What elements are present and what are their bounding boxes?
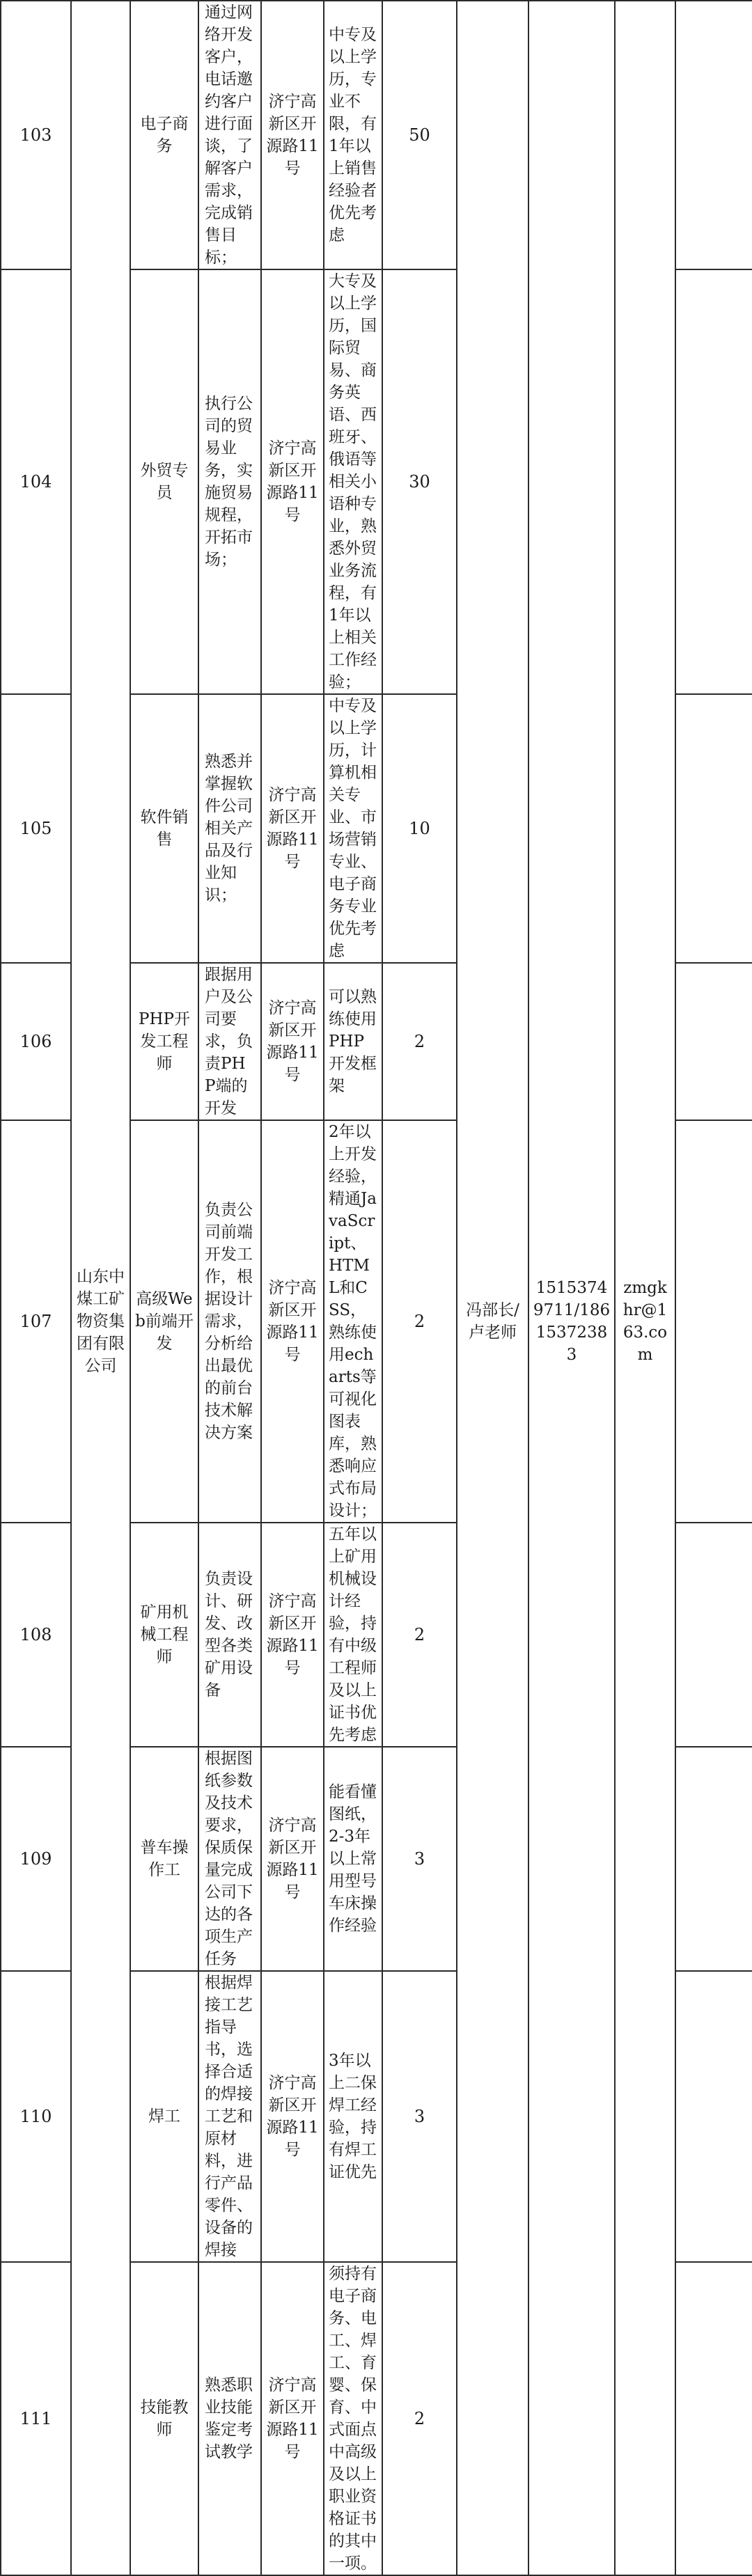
requirement-cell: 能看懂图纸，2-3年以上常用型号车床操作经验 xyxy=(324,1747,382,1971)
requirement-cell: 大专及以上学历，国际贸易、商务英语、西班牙、俄语等相关小语种专业，熟悉外贸业务流程，有1年以上相关工作经验； xyxy=(324,269,382,694)
phone-cell xyxy=(528,1971,615,2262)
phone-cell xyxy=(528,269,615,694)
requirement-cell: 五年以上矿用机械设计经验，持有中级工程师及以上证书优先考虑 xyxy=(324,1523,382,1747)
row-number: 109 xyxy=(1,1747,71,1971)
requirement-cell: 可以熟练使用PHP开发框架 xyxy=(324,963,382,1120)
position-cell: 矿用机械工程师 xyxy=(130,1523,198,1747)
row-number: 103 xyxy=(1,1,71,269)
count-cell: 2 xyxy=(382,1523,457,1747)
company-cell xyxy=(71,1747,130,1971)
empty-cell xyxy=(675,1120,752,1523)
empty-cell xyxy=(675,1,752,269)
table-row xyxy=(1,1747,752,1971)
email-cell xyxy=(615,269,675,694)
row-number: 110 xyxy=(1,1971,71,2262)
email-cell: zmgkhr@163.com xyxy=(615,1120,675,1523)
empty-cell xyxy=(675,963,752,1120)
company-cell: 山东中煤工矿物资集团有限公司 xyxy=(71,1120,130,1523)
requirement-cell: 中专及以上学历，计算机相关专业、市场营销专业、电子商务专业优先考虑 xyxy=(324,694,382,963)
table-row xyxy=(1,1523,752,1747)
requirement-cell: 2年以上开发经验，精通JavaScript、HTML和CSS，熟练使用echarts等可视化图表库，熟悉响应式布局设计； xyxy=(324,1120,382,1523)
email-cell xyxy=(615,963,675,1120)
contact-person-cell: 冯部长/卢老师 xyxy=(457,1120,528,1523)
count-cell: 50 xyxy=(382,1,457,269)
email-cell xyxy=(615,2262,675,2575)
email-cell xyxy=(615,1523,675,1747)
contact-person-cell xyxy=(457,2262,528,2575)
phone-cell xyxy=(528,694,615,963)
company-cell xyxy=(71,1971,130,2262)
phone-cell xyxy=(528,2262,615,2575)
address-cell: 济宁高新区开源路11号 xyxy=(261,1523,324,1747)
requirement-cell: 3年以上二保焊工经验，持有焊工证优先 xyxy=(324,1971,382,2262)
phone-cell: 15153749711/18615372383 xyxy=(528,1120,615,1523)
position-cell: PHP开发工程师 xyxy=(130,963,198,1120)
contact-person-cell xyxy=(457,1523,528,1747)
row-number: 104 xyxy=(1,269,71,694)
phone-cell xyxy=(528,1747,615,1971)
address-cell: 济宁高新区开源路11号 xyxy=(261,1,324,269)
address-cell: 济宁高新区开源路11号 xyxy=(261,2262,324,2575)
empty-cell xyxy=(675,1747,752,1971)
position-cell: 电子商务 xyxy=(130,1,198,269)
contact-person-cell xyxy=(457,694,528,963)
address-cell: 济宁高新区开源路11号 xyxy=(261,1120,324,1523)
table-row xyxy=(1,2262,752,2575)
position-cell: 技能教师 xyxy=(130,2262,198,2575)
duty-cell: 跟据用户及公司要求，负责PHP端的开发 xyxy=(198,963,261,1120)
position-cell: 软件销售 xyxy=(130,694,198,963)
table-row xyxy=(1,1971,752,2262)
address-cell: 济宁高新区开源路11号 xyxy=(261,963,324,1120)
company-cell xyxy=(71,1,130,269)
duty-cell: 熟悉并掌握软件公司相关产品及行业知识； xyxy=(198,694,261,963)
count-cell: 10 xyxy=(382,694,457,963)
phone-cell xyxy=(528,1,615,269)
requirement-cell: 须持有电子商务、电工、焊工、育婴、保育、中式面点中高级及以上职业资格证书的其中一项。 xyxy=(324,2262,382,2575)
company-cell xyxy=(71,2262,130,2575)
row-number: 105 xyxy=(1,694,71,963)
position-cell: 焊工 xyxy=(130,1971,198,2262)
count-cell: 2 xyxy=(382,963,457,1120)
duty-cell: 负责设计、研发、改型各类矿用设备 xyxy=(198,1523,261,1747)
empty-cell xyxy=(675,269,752,694)
duty-cell: 根据焊接工艺指导书，选择合适的焊接工艺和原材料，进行产品零件、设备的焊接 xyxy=(198,1971,261,2262)
email-cell xyxy=(615,1747,675,1971)
address-cell: 济宁高新区开源路11号 xyxy=(261,269,324,694)
duty-cell: 执行公司的贸易业务，实施贸易规程，开拓市场； xyxy=(198,269,261,694)
email-cell xyxy=(615,1971,675,2262)
contact-person-cell xyxy=(457,963,528,1120)
duty-cell: 负责公司前端开发工作，根据设计需求，分析给出最优的前台技术解决方案 xyxy=(198,1120,261,1523)
duty-cell: 熟悉职业技能鉴定考试教学 xyxy=(198,2262,261,2575)
table-row xyxy=(1,269,752,694)
address-cell: 济宁高新区开源路11号 xyxy=(261,1747,324,1971)
count-cell: 3 xyxy=(382,1747,457,1971)
contact-person-cell xyxy=(457,1,528,269)
contact-person-cell xyxy=(457,1971,528,2262)
count-cell: 3 xyxy=(382,1971,457,2262)
position-cell: 高级Web前端开发 xyxy=(130,1120,198,1523)
requirement-cell: 中专及以上学历，专业不限，有1年以上销售经验者优先考虑 xyxy=(324,1,382,269)
phone-cell xyxy=(528,1523,615,1747)
company-cell xyxy=(71,694,130,963)
row-number: 107 xyxy=(1,1120,71,1523)
company-cell xyxy=(71,269,130,694)
table-row xyxy=(1,963,752,1120)
table-row xyxy=(1,694,752,963)
company-cell xyxy=(71,1523,130,1747)
duty-cell: 根据图纸参数及技术要求，保质保量完成公司下达的各项生产任务 xyxy=(198,1747,261,1971)
position-cell: 外贸专员 xyxy=(130,269,198,694)
email-cell xyxy=(615,694,675,963)
row-number: 106 xyxy=(1,963,71,1120)
row-number: 111 xyxy=(1,2262,71,2575)
phone-cell xyxy=(528,963,615,1120)
count-cell: 2 xyxy=(382,2262,457,2575)
position-cell: 普车操作工 xyxy=(130,1747,198,1971)
email-cell xyxy=(615,1,675,269)
count-cell: 2 xyxy=(382,1120,457,1523)
contact-person-cell xyxy=(457,269,528,694)
address-cell: 济宁高新区开源路11号 xyxy=(261,1971,324,2262)
row-number: 108 xyxy=(1,1523,71,1747)
table-row xyxy=(1,1,752,269)
empty-cell xyxy=(675,1971,752,2262)
address-cell: 济宁高新区开源路11号 xyxy=(261,694,324,963)
company-cell xyxy=(71,963,130,1120)
count-cell: 30 xyxy=(382,269,457,694)
empty-cell xyxy=(675,1523,752,1747)
duty-cell: 通过网络开发客户，电话邀约客户进行面谈，了解客户需求，完成销售目标； xyxy=(198,1,261,269)
empty-cell xyxy=(675,2262,752,2575)
contact-person-cell xyxy=(457,1747,528,1971)
empty-cell xyxy=(675,694,752,963)
table-row xyxy=(1,1120,752,1523)
